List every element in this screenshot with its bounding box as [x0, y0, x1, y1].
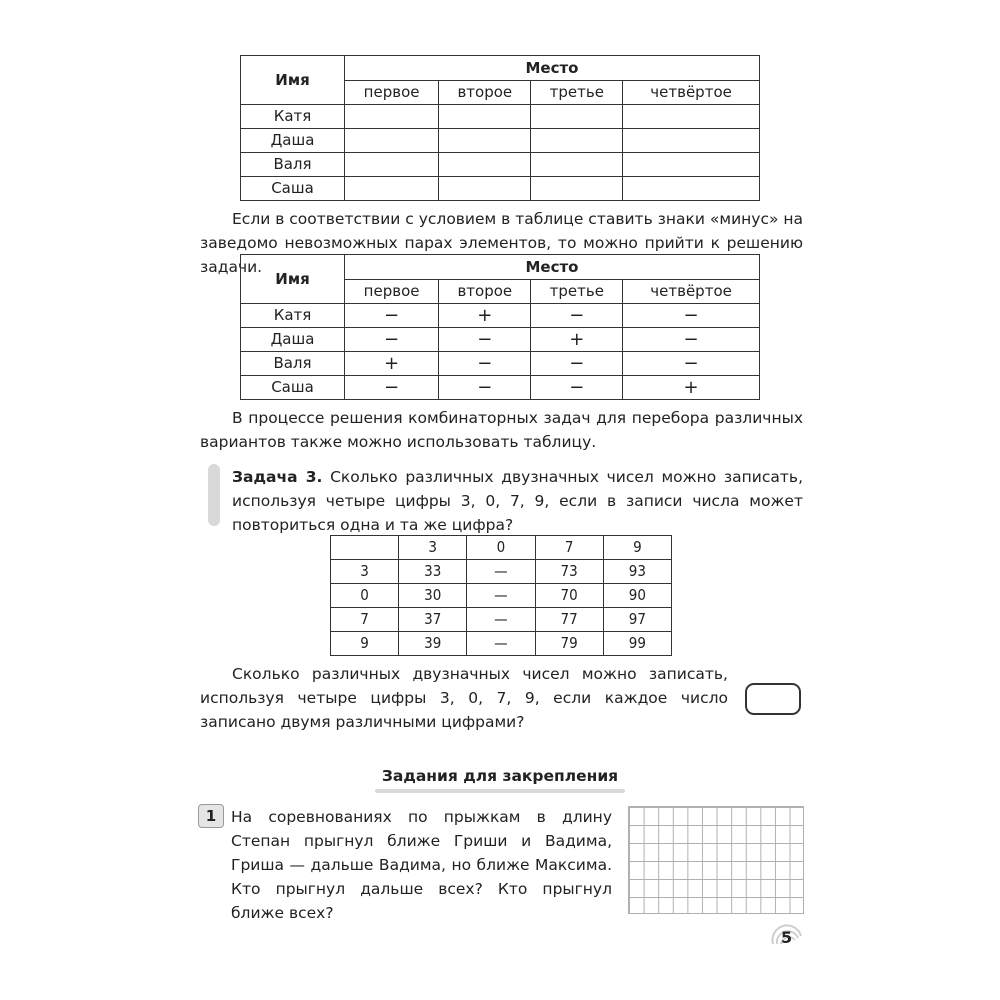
table-cell: 99: [603, 632, 671, 656]
assignment-table-solved: [240, 254, 760, 400]
row-name: Валя: [241, 352, 345, 376]
table-row: [241, 352, 760, 376]
table-cell: [531, 153, 623, 177]
table-row: [241, 129, 760, 153]
table-cell: [439, 129, 531, 153]
row-name: Валя: [241, 153, 345, 177]
table-cell: 30: [399, 584, 467, 608]
table-cell: [439, 153, 531, 177]
table-cell: 90: [603, 584, 671, 608]
table-row: [241, 177, 760, 201]
sign-cell: −: [345, 304, 439, 328]
place-column-header: первое: [345, 280, 439, 304]
table-row: [331, 584, 672, 608]
table-cell: [439, 105, 531, 129]
table-cell: [345, 153, 439, 177]
table-row: [241, 376, 760, 400]
sign-cell: −: [531, 304, 623, 328]
row-header: 0: [331, 584, 399, 608]
sign-cell: −: [623, 352, 760, 376]
table-cell: —: [467, 608, 535, 632]
column-header: 9: [603, 536, 671, 560]
table-cell: 79: [535, 632, 603, 656]
table-cell: —: [467, 632, 535, 656]
row-name: Даша: [241, 328, 345, 352]
sign-cell: −: [531, 352, 623, 376]
table-cell: 97: [603, 608, 671, 632]
table-cell: [531, 129, 623, 153]
table-row: [241, 105, 760, 129]
name-header: Имя: [241, 56, 345, 105]
sign-cell: −: [439, 376, 531, 400]
paragraph-table-enumeration: В процессе решения комбинаторных задач для перебора различных вариантов также можно использовать таблицу.: [200, 409, 803, 451]
table-cell: 37: [399, 608, 467, 632]
task-marker-bar: [208, 464, 220, 526]
table-cell: [623, 129, 760, 153]
table-row: [241, 304, 760, 328]
answer-box[interactable]: [745, 683, 801, 715]
place-column-header: второе: [439, 280, 531, 304]
table-row: [241, 153, 760, 177]
question-text: Сколько различных двузначных чисел можно записать, используя четыре цифры 3, 0, 7, 9, если каждое число записано двумя различными цифрами?: [200, 665, 728, 731]
page-number: 5: [781, 928, 793, 947]
section-title: Задания для закрепления: [381, 767, 619, 785]
table-cell: [531, 177, 623, 201]
sign-cell: −: [623, 304, 760, 328]
place-header: Место: [345, 255, 760, 280]
sign-cell: −: [345, 376, 439, 400]
corner-cell: [331, 536, 399, 560]
table-cell: 93: [603, 560, 671, 584]
table-cell: —: [467, 560, 535, 584]
column-header: 3: [399, 536, 467, 560]
sign-cell: +: [623, 376, 760, 400]
two-digit-numbers-table: [330, 535, 672, 656]
paragraph-minus-signs: Если в соответствии с условием в таблице ставить знаки «минус» на заведомо невозможных парах элементов, то можно прийти к решению задачи.: [200, 210, 804, 276]
place-column-header: четвёртое: [623, 280, 760, 304]
table-cell: 33: [399, 560, 467, 584]
row-name: Саша: [241, 177, 345, 201]
table-cell: [439, 177, 531, 201]
table-row: [331, 560, 672, 584]
row-name: Катя: [241, 304, 345, 328]
table-cell: 73: [535, 560, 603, 584]
sign-cell: −: [439, 328, 531, 352]
table-cell: [623, 177, 760, 201]
place-header: Место: [345, 56, 760, 81]
column-header: 7: [535, 536, 603, 560]
sign-cell: +: [345, 352, 439, 376]
column-header: 0: [467, 536, 535, 560]
sign-cell: +: [531, 328, 623, 352]
place-column-header: второе: [439, 81, 531, 105]
table-cell: 39: [399, 632, 467, 656]
name-header: Имя: [241, 255, 345, 304]
task-3-body: Сколько различных двузначных чисел можно записать, используя четыре цифры 3, 0, 7, 9, если в записи числа может повториться одна и та же цифра?: [232, 468, 803, 534]
table-row: [241, 328, 760, 352]
row-name: Катя: [241, 105, 345, 129]
sign-cell: −: [623, 328, 760, 352]
sign-cell: −: [345, 328, 439, 352]
table-cell: [531, 105, 623, 129]
table-cell: 70: [535, 584, 603, 608]
sign-cell: +: [439, 304, 531, 328]
table-cell: [623, 153, 760, 177]
place-column-header: третье: [531, 81, 623, 105]
exercise-number-badge: 1: [198, 804, 224, 828]
table-cell: [345, 105, 439, 129]
table-row: [331, 632, 672, 656]
table-cell: [623, 105, 760, 129]
row-header: 3: [331, 560, 399, 584]
row-header: 7: [331, 608, 399, 632]
row-header: 9: [331, 632, 399, 656]
answer-grid[interactable]: [628, 806, 804, 914]
row-name: Саша: [241, 376, 345, 400]
exercise-1-text: На соревнованиях по прыжкам в длину Степан прыгнул ближе Гриши и Вадима, Гриша — дальше Вадима, но ближе Максима. Кто прыгнул дальше всех? Кто прыгнул ближе всех?: [231, 808, 612, 922]
place-column-header: четвёртое: [623, 81, 760, 105]
section-underline: [375, 789, 625, 793]
assignment-table-empty: [240, 55, 760, 201]
table-cell: [345, 129, 439, 153]
sign-cell: −: [439, 352, 531, 376]
table-row: [331, 608, 672, 632]
place-column-header: первое: [345, 81, 439, 105]
task-3-text: [232, 465, 803, 537]
table-cell: —: [467, 584, 535, 608]
sign-cell: −: [531, 376, 623, 400]
task-3-label: Задача 3.: [232, 468, 323, 486]
table-cell: [345, 177, 439, 201]
table-cell: 77: [535, 608, 603, 632]
row-name: Даша: [241, 129, 345, 153]
place-column-header: третье: [531, 280, 623, 304]
